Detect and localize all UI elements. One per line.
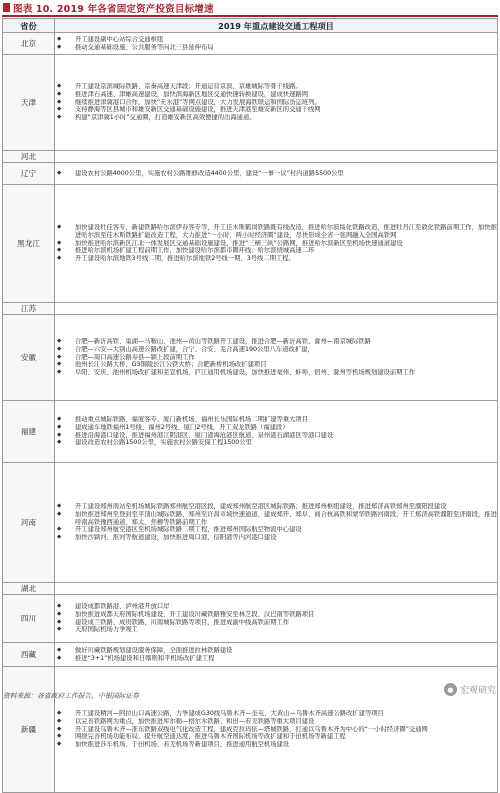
table-row — [3, 463, 498, 583]
project-items-cell — [55, 595, 498, 643]
list-item: ◆ 继续推进津冀港口合作，加快“无水港”等网点建设，大力发展海铁联运和国际货运班列。 — [55, 99, 497, 107]
project-list — [55, 710, 497, 750]
list-item: ◆ 加快建设牡佳客专、新建铁路哈尔滨伊春客专等，开工佳木斯鹤岗铁路既有线改造，推进哈尔滨绥化铁路改造，推进牡丹江至敦化铁路前期工作，加快推进哈尔滨至佳木斯铁路扩能改造工程，大力推进“一小时、两小时经济圈”建设，尽快形成全省一张网融入全国高铁网 — [55, 224, 497, 240]
list-item: ◆ 推进“3+1”机场建设和日喀则和平机场改扩建工程 — [55, 655, 497, 663]
list-item: ◆ 构建“京津冀1小时”交通圈，打造雄安新区高效便捷的出海通道。 — [55, 114, 497, 122]
project-list — [55, 503, 497, 543]
project-list — [55, 603, 497, 635]
province-cell: 黑龙江 — [3, 185, 55, 303]
list-item: ◆ 合肥—六安—大别山高速公路改扩建，合宁、合安、芜合高速190公里八车道改扩建， — [55, 346, 497, 354]
list-item: ◆ 围绕完善机场功能布局，提升航空通达度，推进乌鲁木齐国际机场等改扩建和于田机场等新建工程 — [55, 733, 497, 741]
list-item: ◆ 以完善铁路网为重点，加快推进库尔勒—格尔木铁路、和田—若羌铁路等重大项目建设 — [55, 718, 497, 726]
title-rule — [2, 15, 498, 17]
project-list — [55, 338, 497, 378]
province-cell: 西藏 — [3, 643, 55, 667]
header-items: 2019 年重点建设交通工程项目 — [55, 19, 498, 33]
figure-title-text: 图表 10. 2019 年各省固定资产投资目标增速 — [13, 3, 214, 15]
project-list — [55, 224, 497, 264]
list-item: ◆ 支持静海等区县城市和雄安新区交通基础设施建设，推进天津港至雄安新区的交通干线网 — [55, 106, 497, 114]
project-items-cell — [55, 315, 498, 401]
list-item: ◆ 开工建设郑州南站至机场城际铁路郑州航空港区段，建成郑州航空港区城际铁路；推进郑州枢纽建设，推进郑济高铁郑州至濮阳段建设 — [55, 503, 497, 511]
project-items-cell — [55, 401, 498, 463]
wechat-icon: ● — [444, 683, 457, 696]
table-row — [3, 163, 498, 185]
province-cell: 河北 — [3, 151, 55, 163]
project-items-cell — [55, 151, 498, 163]
list-item: ◆ 阜阳、安庆、池州机场改扩建和芜宣机场、庐江通用机场建设，加快推进亳州、蚌埠、宿州、滁州等机场规划建设前期工作 — [55, 369, 497, 377]
figure-title — [3, 1, 214, 14]
list-item: ◆ 推进沿海港口建设，推进福州港江阴港区、厦门港海沧港区航道、泉州港石湖港区等港口建设 — [55, 432, 497, 440]
list-item: ◆ 推进哈尔滨机场扩建工程前期工作，加快建设哈尔滨都市圈环线、哈尔滨绕城高速二环 — [55, 247, 497, 255]
list-item: ◆ 开工建设京滨城际铁路、京秦高速天津段；开通运营京滨、京雄城际等骨干线路。 — [55, 83, 497, 91]
project-items-cell — [55, 583, 498, 595]
province-cell: 福建 — [3, 401, 55, 463]
project-items-cell — [55, 33, 498, 55]
province-cell: 河南 — [3, 463, 55, 583]
list-item: ◆ 建成通车地铁福州1号线、福州2号线、厦门2号线，开工双龙铁路（福建段） — [55, 424, 497, 432]
list-item: ◆ 加快推进莎车机场、于田机场、若羌机场等新建项目，推进通用航空机场建设 — [55, 741, 497, 749]
project-list — [55, 170, 497, 178]
source-note: 资料来源：各省政府工作报告，中银国际证券 — [3, 692, 139, 700]
province-cell: 江苏 — [3, 303, 55, 315]
project-items-cell — [55, 643, 498, 667]
title-marker — [3, 3, 10, 12]
list-item: ◆ 推动重点城际铁路、福厦客专、厦门新机场、福州长乐国际机场二期扩建等重大项目 — [55, 416, 497, 424]
table-row — [3, 595, 498, 643]
list-item: ◆ 建设改造农村公路1500公里，实施农村公路安保工程1500公里 — [55, 439, 497, 447]
table-row — [3, 303, 498, 315]
table-row — [3, 667, 498, 793]
table-row — [3, 185, 498, 303]
list-item: ◆ 加快沙颍河、淮河等航道建设，加快推进周口港、信阳港等内河港口建设 — [55, 534, 497, 542]
project-items-cell — [55, 185, 498, 303]
province-cell: 安徽 — [3, 315, 55, 401]
table-row — [3, 315, 498, 401]
project-items-cell — [55, 303, 498, 315]
list-item: ◆ 开工建设哈尔滨地铁3号线二期，推进哈尔滨地铁2号线一期、3号线二期工程。 — [55, 255, 497, 263]
list-item: ◆ 开工建设乌鲁木齐—准东铁路双线电气化改造工程，建成克拉玛依—塔城铁路，打通以乌鲁木齐为中心的“一小时经济圈”交通网 — [55, 726, 497, 734]
project-items-cell — [55, 163, 498, 185]
province-cell: 四川 — [3, 595, 55, 643]
list-item: ◆ 推进津石高速、津雄高速建设，加快滨海新区地区交通快速转换建设，建成快速路网 — [55, 91, 497, 99]
list-item: ◆ 池州长江公路大桥、G3铜陵长江公铁大桥；合肥新桥机场改扩建项目 — [55, 361, 497, 369]
table-row — [3, 151, 498, 163]
table-row — [3, 33, 498, 55]
list-item: ◆ 建设成都铁路港、泸州港开放口岸 — [55, 603, 497, 611]
list-item: ◆ 开工建设副中心站综合交通枢纽 — [55, 36, 497, 44]
list-item: ◆ 建设成兰铁路、成贵铁路、川南城际铁路等项目，推进成渝中线高铁前期工作 — [55, 619, 497, 627]
project-list — [55, 416, 497, 448]
province-cell: 辽宁 — [3, 163, 55, 185]
list-item: ◆ 加快推进哈尔滨新区江北一体发展区交通基础设施建设，推进“三横三纵”公路网，推进哈尔滨新区至机场快速通道建设 — [55, 240, 497, 248]
list-item: ◆ 开工建设精河—阿拉山口高速公路，力争建成G30线乌鲁木齐—奎屯、大黄山—乌鲁木齐高速公路改扩建等项目 — [55, 710, 497, 718]
list-item: ◆ 加快推进成都天府国际机场建设，开工建设川藏铁路雅安至林芝段、汉巴南等铁路项目 — [55, 611, 497, 619]
table-header-row — [3, 19, 498, 33]
project-items-cell — [55, 55, 498, 151]
list-item: ◆ 推动交通基础设施、公共服务等向北三县延伸布局 — [55, 44, 497, 52]
list-item: ◆ 建设农村公路4000公里，实施农村公路维修改造4400公里，建设“一事一议”村内道路5500公里 — [55, 170, 497, 178]
province-cell: 新疆 — [3, 667, 55, 793]
list-item: ◆ 合肥—新沂高铁、巢湖—马鞍山、池州—黄山等铁路开工建设，推进合肥—新沂高铁、滁州—南京城际铁路 — [55, 338, 497, 346]
province-cell: 湖北 — [3, 583, 55, 595]
table-row — [3, 401, 498, 463]
list-item: ◆ 合肥—周口高速公路寿县—颍上段前期工作 — [55, 354, 497, 362]
table-row — [3, 643, 498, 667]
header-province: 省份 — [3, 19, 55, 33]
project-list — [55, 36, 497, 52]
projects-table — [2, 18, 498, 793]
watermark — [444, 683, 496, 696]
list-item: ◆ 加快推进郑州至登封至平顶山城际铁路、郑州至许昌市域快速通道、建成郑开、郑阜、商合杭高铁和蒙华铁路河南段，开工郑济高铁濮阳至济南段，推进呼南高铁豫西通道、郑太、焦柳等铁路前期工作 — [55, 511, 497, 527]
project-list — [55, 83, 497, 123]
province-cell: 天津 — [3, 55, 55, 151]
table-row — [3, 55, 498, 151]
watermark-text: 宏观研究 — [459, 686, 496, 696]
project-items-cell — [55, 667, 498, 793]
list-item: ◆ 做好川藏铁路规划建设服务保障，全面推进拉林铁路建设 — [55, 647, 497, 655]
project-list — [55, 647, 497, 663]
table-row — [3, 583, 498, 595]
list-item: ◆ 天府国际机场力争竣工 — [55, 626, 497, 634]
province-cell: 北京 — [3, 33, 55, 55]
list-item: ◆ 开工建设郑州航空港区至机场城际铁路二期工程，推进郑州国际航空物流中心建设 — [55, 526, 497, 534]
project-items-cell — [55, 463, 498, 583]
